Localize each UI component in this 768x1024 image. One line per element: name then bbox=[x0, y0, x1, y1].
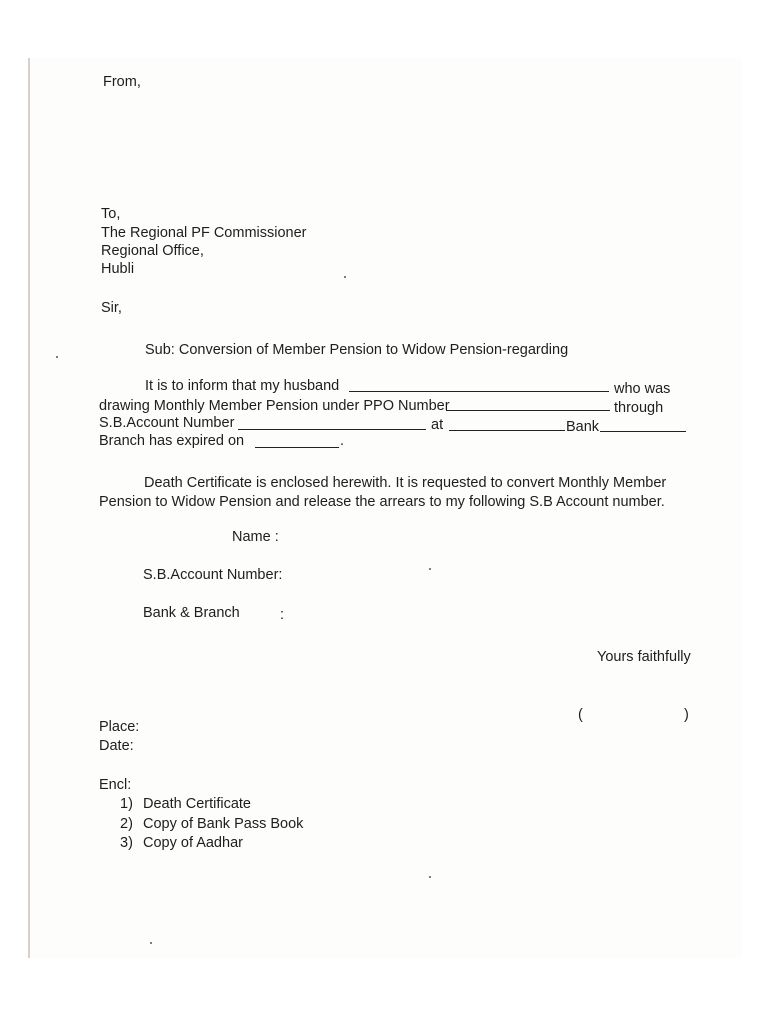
enclosures-label: Encl: bbox=[99, 777, 132, 793]
scan-speck bbox=[429, 568, 431, 570]
date-label: Date: bbox=[99, 738, 134, 754]
signature-open-paren: ( bbox=[578, 707, 583, 723]
bank-field-colon: : bbox=[280, 607, 285, 623]
enclosure-item-1: Death Certificate bbox=[143, 796, 251, 812]
para1-line3-b: at bbox=[431, 417, 444, 433]
enclosure-number-3: 3) bbox=[120, 835, 133, 851]
bank-field-label: Bank & Branch bbox=[143, 605, 240, 621]
para2-line2: Pension to Widow Pension and release the arrears to my following S.B Account number. bbox=[99, 494, 665, 510]
bank-name-blank[interactable] bbox=[449, 417, 565, 431]
to-label: To, bbox=[101, 206, 121, 222]
expiry-date-blank[interactable] bbox=[255, 434, 339, 448]
enclosure-number-1: 1) bbox=[120, 796, 133, 812]
recipient-line-3: Hubli bbox=[101, 261, 135, 277]
from-label: From, bbox=[103, 74, 141, 90]
para1-line4-a: Branch has expired on bbox=[99, 433, 245, 449]
account-field-label: S.B.Account Number: bbox=[143, 567, 283, 583]
para1-line3-a: S.B.Account Number bbox=[99, 415, 235, 431]
scan-speck bbox=[429, 876, 431, 878]
account-number-blank[interactable] bbox=[238, 416, 426, 430]
recipient-line-1: The Regional PF Commissioner bbox=[101, 225, 307, 241]
enclosure-item-3: Copy of Aadhar bbox=[143, 835, 243, 851]
salutation: Sir, bbox=[101, 300, 122, 316]
para1-line2-b: through bbox=[614, 400, 664, 416]
scan-speck bbox=[344, 276, 346, 278]
scan-speck bbox=[150, 942, 152, 944]
para1-line1-b: who was bbox=[614, 381, 671, 397]
name-field-label: Name : bbox=[232, 529, 279, 545]
bank-branch-blank[interactable] bbox=[600, 418, 686, 432]
para2-line1: Death Certificate is enclosed herewith. It is requested to convert Monthly Member bbox=[144, 475, 667, 491]
signature-close-paren: ) bbox=[684, 707, 689, 723]
para1-line1-a: It is to inform that my husband bbox=[145, 378, 340, 394]
enclosure-item-2: Copy of Bank Pass Book bbox=[143, 816, 304, 832]
subject-line: Sub: Conversion of Member Pension to Widow Pension-regarding bbox=[145, 342, 569, 358]
para1-line2-a: drawing Monthly Member Pension under PPO Number bbox=[99, 398, 450, 414]
para1-line3-c: Bank bbox=[566, 419, 600, 435]
enclosure-number-2: 2) bbox=[120, 816, 133, 832]
closing-text: Yours faithfully bbox=[597, 649, 691, 665]
place-label: Place: bbox=[99, 719, 140, 735]
scan-speck bbox=[56, 356, 58, 358]
ppo-number-blank[interactable] bbox=[446, 397, 610, 411]
para1-line4-b: . bbox=[340, 433, 345, 449]
husband-name-blank[interactable] bbox=[349, 378, 609, 392]
recipient-line-2: Regional Office, bbox=[101, 243, 204, 259]
